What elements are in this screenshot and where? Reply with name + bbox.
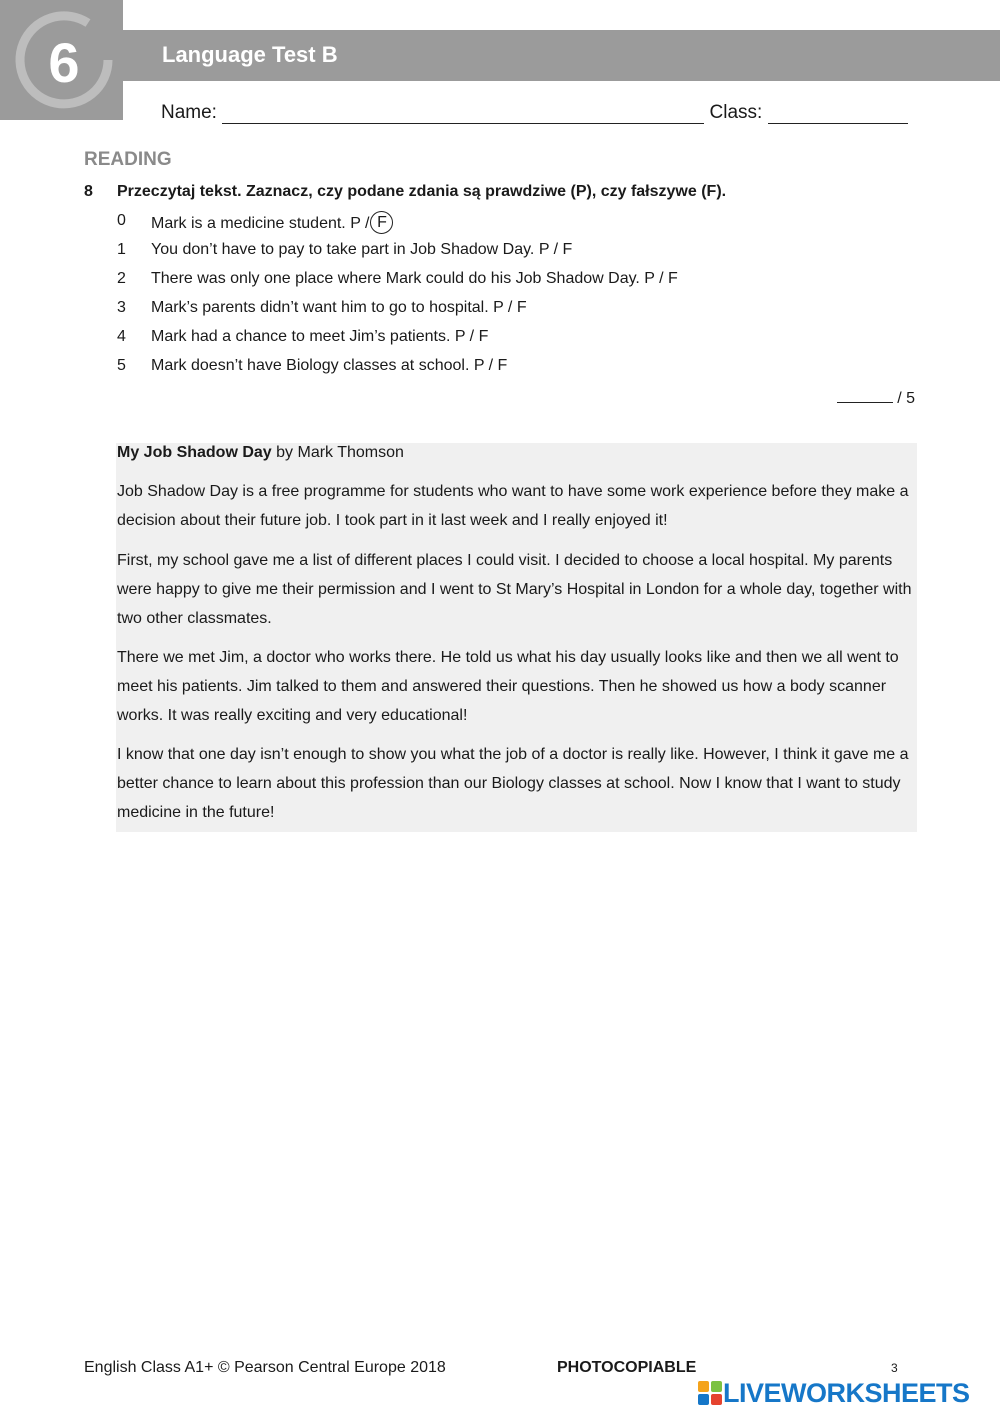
page-number: 3: [891, 1361, 898, 1375]
circled-answer: F: [370, 211, 393, 234]
list-item: [117, 212, 917, 241]
liveworksheets-logo-icon: [698, 1381, 722, 1405]
score-field[interactable]: [837, 386, 893, 403]
unit-number: 6: [48, 31, 80, 94]
footer-photocopiable: PHOTOCOPIABLE: [557, 1359, 697, 1376]
list-item[interactable]: [117, 299, 917, 328]
score: [837, 386, 915, 408]
name-field[interactable]: [222, 101, 704, 124]
item-number: 3: [117, 299, 126, 316]
header-bar: [123, 30, 1000, 81]
item-number: 0: [117, 212, 126, 229]
list-item[interactable]: [117, 357, 917, 386]
item-statement[interactable]: Mark’s parents didn’t want him to go to hospital. P / F: [151, 299, 527, 316]
item-number: 4: [117, 328, 126, 345]
article-title: My Job Shadow Day: [117, 444, 272, 461]
unit-circle-icon: [0, 0, 123, 120]
list-item[interactable]: [117, 270, 917, 299]
brand-logo: [698, 1378, 998, 1408]
item-statement[interactable]: Mark had a chance to meet Jim’s patients. P / F: [151, 328, 489, 345]
footer-copyright: English Class A1+ © Pearson Central Europe 2018: [84, 1359, 446, 1376]
list-item[interactable]: [117, 241, 917, 270]
true-false-items: [117, 212, 917, 386]
class-label: Class:: [709, 102, 763, 123]
name-label: Name:: [161, 102, 217, 123]
unit-badge: [0, 0, 123, 120]
score-total: / 5: [897, 390, 915, 407]
task-instruction: Przeczytaj tekst. Zaznacz, czy podane zdania są prawdziwe (P), czy fałszywe (F).: [117, 183, 727, 200]
paragraph: I know that one day isn’t enough to show you what the job of a doctor is really like. However, I think it gave me a better chance to learn about this profession than our Biology classes at school. Now I know that I want to study medicine in the future!: [117, 746, 909, 821]
item-text: [151, 212, 393, 235]
reading-title: [117, 444, 404, 462]
paragraph: First, my school gave me a list of different places I could visit. I decided to choose a local hospital. My parents were happy to give me their permission and I went to St Mary’s Hospital in London for a whole day, together with two other classmates.: [117, 552, 912, 627]
student-info-line: [161, 101, 921, 124]
article-byline: by Mark Thomson: [276, 444, 404, 461]
brand-name: LIVEWORKSHEETS: [723, 1377, 970, 1408]
item-statement: Mark is a medicine student. P /: [151, 215, 370, 232]
item-number: 5: [117, 357, 126, 374]
item-number: 2: [117, 270, 126, 287]
item-statement[interactable]: Mark doesn’t have Biology classes at school. P / F: [151, 357, 508, 374]
section-heading: READING: [84, 149, 172, 170]
task-number: 8: [84, 183, 93, 200]
item-statement[interactable]: There was only one place where Mark could do his Job Shadow Day. P / F: [151, 270, 678, 287]
paragraph: Job Shadow Day is a free programme for students who want to have some work experience before they make a decision about their future job. I took part in it last week and I really enjoyed it!: [117, 483, 909, 529]
list-item[interactable]: [117, 328, 917, 357]
paragraph: There we met Jim, a doctor who works there. He told us what his day usually looks like and then we all went to meet his patients. Jim talked to them and answered their questions. Then he showed us how a body scanner works. It was really exciting and very educational!: [117, 649, 899, 724]
item-statement[interactable]: You don’t have to pay to take part in Job Shadow Day. P / F: [151, 241, 573, 258]
class-field[interactable]: [768, 101, 908, 124]
item-number: 1: [117, 241, 126, 258]
reading-text-box: [116, 443, 917, 832]
page-title: Language Test B: [162, 42, 338, 67]
